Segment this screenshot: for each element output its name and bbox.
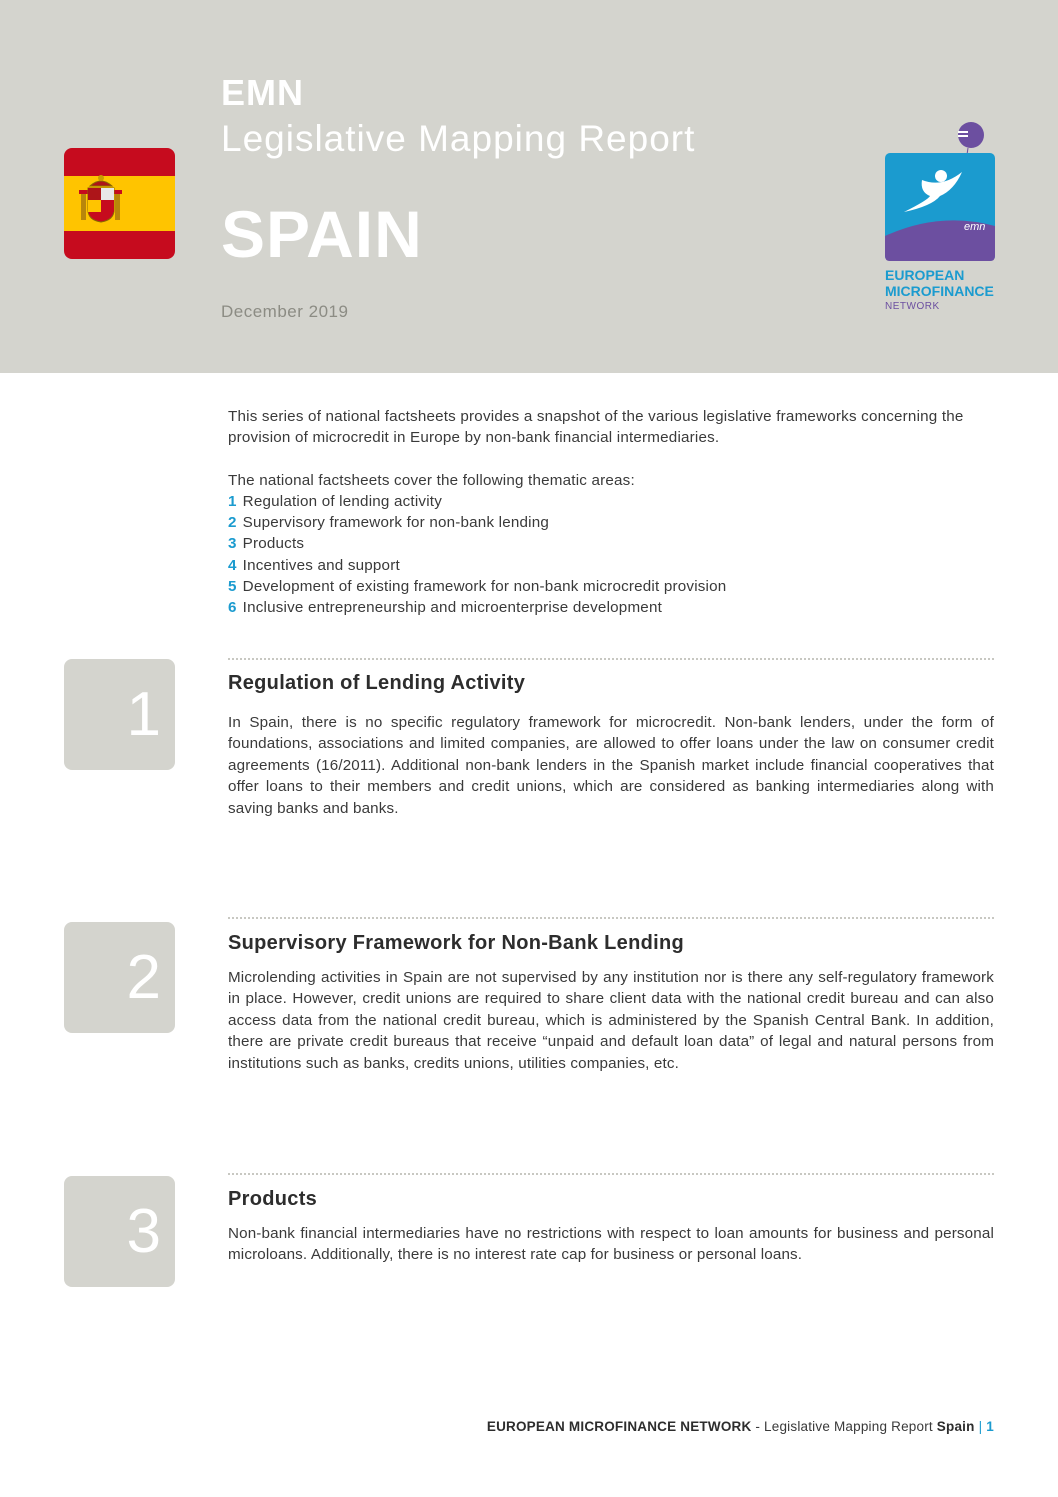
topic-text: Inclusive entrepreneurship and microenterprise development [242,599,663,617]
section-divider [228,1173,994,1175]
section-divider [228,917,994,919]
topic-number: 4 [228,556,237,574]
country-title: SPAIN [221,197,423,271]
org-short-title: EMN [221,72,304,113]
section-body: In Spain, there is no specific regulatory framework for microcredit. Non-bank lenders, under the form of foundations, associations and limited companies, are allowed to offer loans under the law on consumer credit agreements (16/2011). Additional non-bank lenders in the Spanish market include financial cooperatives that offer loans to their members and credit unions, which are considered as banking intermediaries along with saving banks and banks. [228,714,994,817]
topic-number: 5 [228,578,237,596]
section-body: Microlending activities in Spain are not supervised by any institution nor is there any self-regulatory framework in place. However, credit unions are required to share client data with the national credit bureau and can also access data from the national credit bureau, which is administered by the Spanish Central Bank. In addition, there are private credit bureaus that receive “unpaid and default loan data” of legal and natural persons from institutions such as banks, credits unions, utilities companies, etc. [228,969,994,1072]
section-title: Products [228,1188,318,1210]
topic-number: 3 [228,535,237,553]
footer-org: EUROPEAN MICROFINANCE NETWORK [486,1419,752,1434]
list-item [228,533,994,554]
spain-flag-icon [64,148,175,259]
section-number-box: 1 [64,659,175,770]
topic-text: Products [242,535,305,553]
section-number-box: 3 [64,1176,175,1287]
topic-text: Regulation of lending activity [242,492,442,510]
topic-text: Development of existing framework for non-bank microcredit provision [242,578,727,596]
list-item [228,576,994,597]
footer-report: Legislative Mapping Report [764,1419,937,1434]
topic-number: 1 [228,492,237,510]
topic-number: 6 [228,599,237,617]
intro-block [228,406,994,619]
logo-line-3: NETWORK [885,301,940,312]
list-item [228,491,994,512]
logo-line-2: MICROFINANCE [885,283,994,299]
topic-text: Incentives and support [242,556,400,574]
section-title: Regulation of Lending Activity [228,672,526,694]
svg-text:emn: emn [964,221,986,233]
topic-number: 2 [228,514,237,532]
emn-logo-wordmark [885,267,994,315]
section-divider [228,658,994,660]
list-item [228,597,994,618]
topics-list [228,491,994,619]
page-footer [487,1419,994,1434]
footer-separator: - [751,1419,765,1434]
section-title: Supervisory Framework for Non-Bank Lending [228,932,685,954]
footer-country: Spain [936,1419,975,1434]
page-number: 1 [986,1419,994,1434]
topics-lead: The national factsheets cover the following thematic areas: [228,471,635,489]
topic-text: Supervisory framework for non-bank lending [242,514,550,532]
list-item [228,512,994,533]
section-body: Non-bank financial intermediaries have no restrictions with respect to loan amounts for business and personal microloans. Additionally, there is no interest rate cap for business or personal loans. [228,1225,994,1264]
list-item [228,555,994,576]
report-title: Legislative Mapping Report [221,118,696,159]
intro-paragraph: This series of national factsheets provides a snapshot of the various legislative frameworks concerning the provision of microcredit in Europe by non-bank financial intermediaries. [228,408,964,447]
footer-bar: | [978,1419,983,1434]
logo-line-1: EUROPEAN [885,267,965,283]
report-date: December 2019 [221,302,349,321]
section-number-box: 2 [64,922,175,1033]
